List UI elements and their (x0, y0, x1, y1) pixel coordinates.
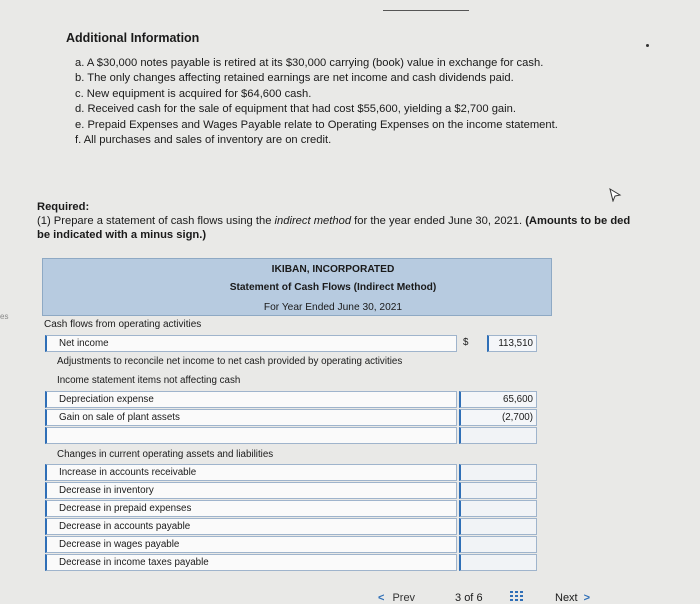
depreciation-row[interactable]: Depreciation expense (45, 391, 457, 408)
change-row[interactable]: Decrease in prepaid expenses (45, 500, 457, 517)
company-name: IKIBAN, INCORPORATED (271, 264, 395, 275)
gain-value[interactable]: (2,700) (459, 409, 537, 426)
cash-flow-statement (42, 258, 552, 570)
page-current: 3 (455, 592, 462, 604)
top-divider (383, 10, 469, 11)
required-bold: (Amounts to be ded (525, 215, 631, 227)
info-item-d: d. Received cash for the sale of equipment that had cost $55,600, yielding a $2,700 gain. (75, 103, 516, 116)
changes-label: Changes in current operating assets and liabilities (57, 449, 274, 460)
info-list (75, 56, 700, 148)
next-button[interactable] (555, 592, 590, 604)
statement-header (42, 258, 552, 316)
additional-information (66, 31, 700, 148)
operating-section-label: Cash flows from operating activities (44, 319, 202, 330)
info-title: Additional Information (66, 31, 200, 45)
chevron-left-icon: < (378, 592, 385, 604)
gain-row[interactable]: Gain on sale of plant assets (45, 409, 457, 426)
adjustments-label: Adjustments to reconcile net income to net cash provided by operating activities (57, 356, 403, 367)
required-text: (1) Prepare a statement of cash flows using the (37, 215, 275, 227)
net-income-value[interactable]: 113,510 (487, 335, 537, 352)
prev-button[interactable] (378, 592, 415, 604)
change-row[interactable]: Decrease in inventory (45, 482, 457, 499)
depreciation-value[interactable]: 65,600 (459, 391, 537, 408)
change-value[interactable] (459, 554, 537, 571)
net-income-row[interactable]: Net income (45, 335, 457, 352)
change-row[interactable]: Decrease in income taxes payable (45, 554, 457, 571)
change-value[interactable] (459, 482, 537, 499)
required-label: Required: (37, 201, 90, 213)
change-row[interactable]: Decrease in wages payable (45, 536, 457, 553)
pagination-bar (0, 588, 700, 604)
grid-icon[interactable] (510, 591, 524, 601)
change-value[interactable] (459, 464, 537, 481)
required-line-2 (37, 228, 700, 242)
statement-period: For Year Ended June 30, 2021 (263, 302, 403, 313)
income-items-label: Income statement items not affecting cash (57, 375, 241, 386)
page-of: of (464, 592, 474, 604)
change-row[interactable]: Decrease in accounts payable (45, 518, 457, 535)
margin-mark: es (0, 312, 9, 321)
prev-label: Prev (392, 592, 416, 604)
change-value[interactable] (459, 518, 537, 535)
info-item-c: c. New equipment is acquired for $64,600 cash. (75, 87, 312, 100)
required-text-2: for the year ended June 30, 2021. (351, 215, 526, 227)
info-item-f: f. All purchases and sales of inventory are on credit. (75, 134, 332, 147)
page-total: 6 (476, 592, 483, 604)
page-indicator (455, 592, 483, 604)
change-value[interactable] (459, 536, 537, 553)
info-item-e: e. Prepaid Expenses and Wages Payable relate to Operating Expenses on the income statement. (75, 118, 558, 131)
required-bold-2: be indicated with a minus sign.) (37, 229, 207, 241)
required-italic: indirect method (274, 215, 352, 227)
change-row[interactable]: Increase in accounts receivable (45, 464, 457, 481)
next-label: Next (555, 592, 578, 604)
blank-value-1[interactable] (459, 427, 537, 444)
chevron-right-icon: > (583, 592, 591, 604)
blank-row-1[interactable] (45, 427, 457, 444)
statement-title: Statement of Cash Flows (Indirect Method) (229, 282, 437, 293)
required-line-1 (37, 214, 700, 228)
info-item-a: a. A $30,000 notes payable is retired at its $30,000 carrying (book) value in exchange for cash. (75, 57, 544, 69)
change-value[interactable] (459, 500, 537, 517)
required-section (37, 200, 700, 242)
currency-symbol: $ (463, 337, 469, 348)
info-item-b: b. The only changes affecting retained earnings are net income and cash dividends paid. (75, 72, 514, 85)
